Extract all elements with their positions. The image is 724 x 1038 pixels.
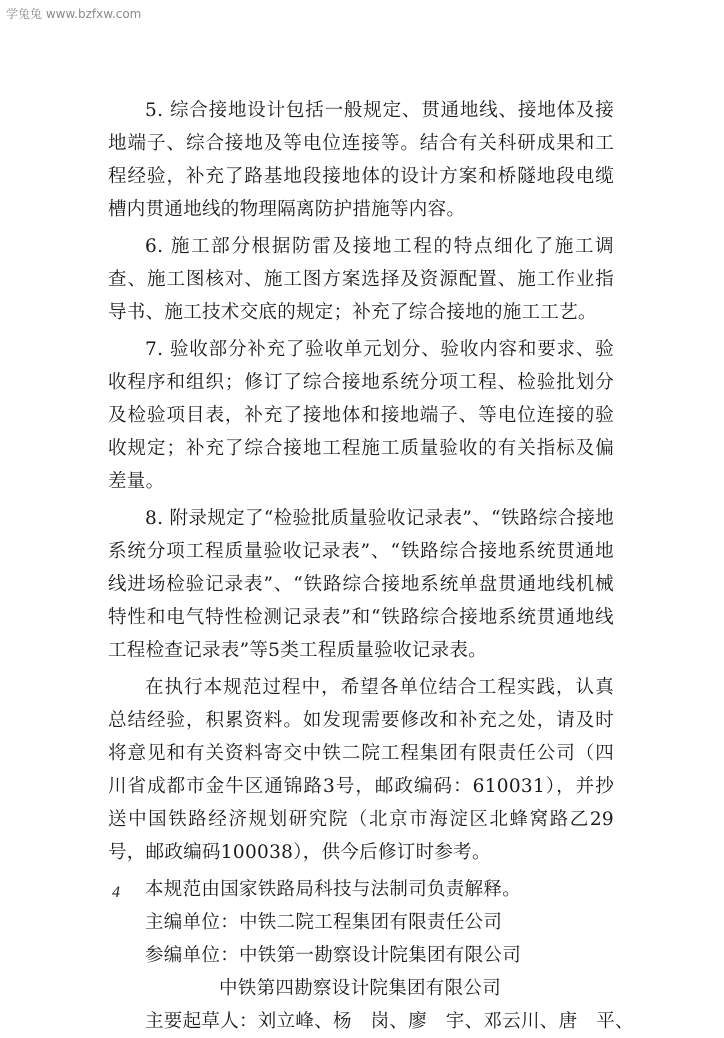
paragraph-item-7: 7. 验收部分补充了验收单元划分、验收内容和要求、验收程序和组织；修订了综合接地系统分项工程、检验批划分及检验项目表，补充了接地体和接地端子、等电位连接的验收规定；补充了综合接地工程施工质量验收的有关指标及偏差量。 — [108, 339, 614, 492]
participating-unit-2: 中铁第四勘察设计院集团有限公司 — [219, 978, 502, 999]
participating-unit-1: 参编单位：中铁第一勘察设计院集团有限公司 — [145, 945, 522, 966]
watermark-text: 学兔兔 www.bzfxw.com — [6, 7, 142, 21]
chief-editor-unit: 主编单位：中铁二院工程集团有限责任公司 — [145, 912, 503, 933]
page-number: 4 — [112, 884, 120, 901]
paragraph-item-6: 6. 施工部分根据防雷及接地工程的特点细化了施工调查、施工图核对、施工图方案选择及资源配置、施工作业指导书、施工技术交底的规定；补充了综合接地的施工工艺。 — [108, 236, 614, 323]
page-body — [108, 94, 634, 1038]
interpretation-statement: 本规范由国家铁路局科技与法制司负责解释。 — [145, 879, 522, 900]
paragraph-feedback: 在执行本规范过程中，希望各单位结合工程实践，认真总结经验，积累资料。如发现需要修改和补充之处，请及时将意见和有关资料寄交中铁二院工程集团有限责任公司（四川省成都市金牛区通锦路3号，邮政编码：610031），并抄送中国铁路经济规划研究院（北京市海淀区北蜂窝路乙29号，邮政编码100038），供今后修订时参考。 — [108, 677, 614, 863]
paragraph-item-5: 5. 综合接地设计包括一般规定、贯通地线、接地体及接地端子、综合接地及等电位连接等。结合有关科研成果和工程经验，补充了路基地段接地体的设计方案和桥隧地段电缆槽内贯通地线的物理隔离防护措施等内容。 — [108, 100, 614, 220]
main-drafters: 主要起草人：刘立峰、杨 岗、廖 宇、邓云川、唐 平、 — [145, 1011, 634, 1032]
paragraph-item-8: 8. 附录规定了“检验批质量验收记录表”、“铁路综合接地系统分项工程质量验收记录表”、“铁路综合接地系统贯通地线进场检验记录表”、“铁路综合接地系统单盘贯通地线机械特性和电气特性检测记录表”和“铁路综合接地系统贯通地线工程检查记录表”等5类工程质量验收记录表。 — [108, 508, 614, 661]
